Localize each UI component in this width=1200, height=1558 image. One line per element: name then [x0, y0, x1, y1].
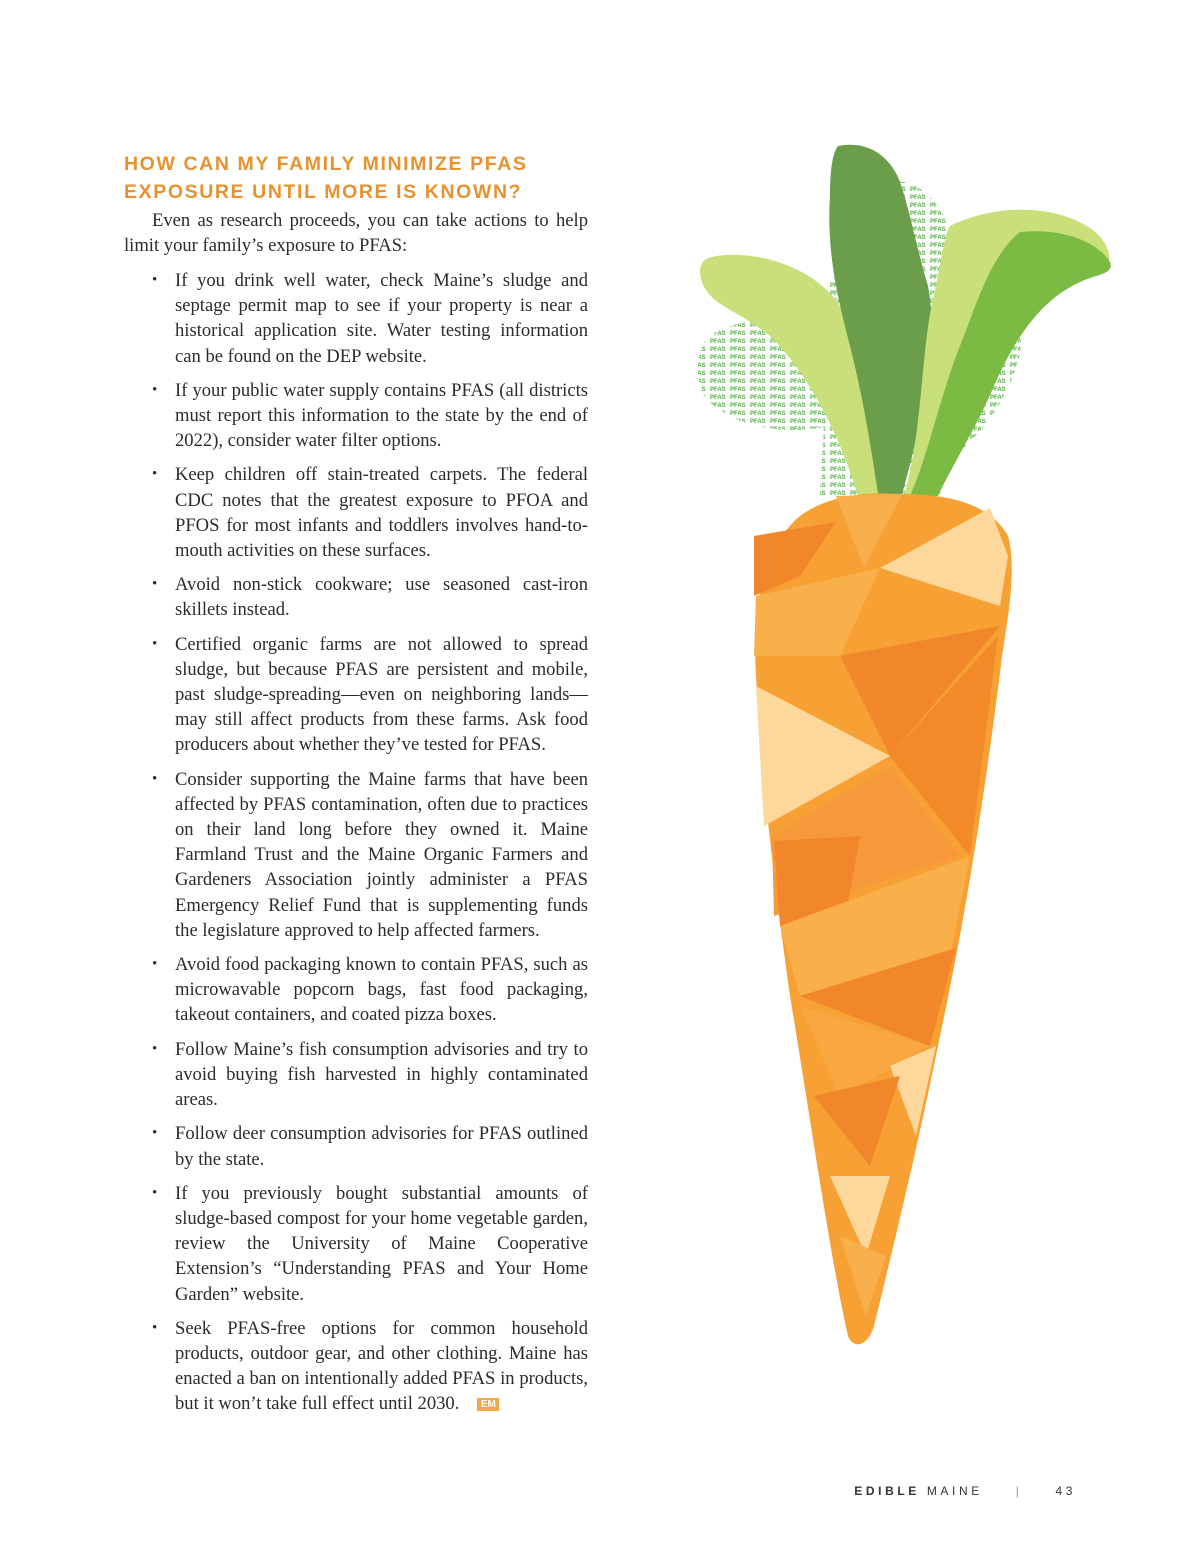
tip-text: If you previously bought substantial amounts of sludge-based compost for your home vegetable garden, review the University of Maine Cooperative Extension’s “Understanding PFAS and Your Home Garden” website. — [175, 1182, 588, 1305]
list-item — [124, 632, 588, 758]
list-item — [124, 1121, 588, 1171]
heading-line-2: EXPOSURE UNTIL MORE IS KNOWN? — [124, 181, 523, 203]
tip-text: Avoid food packaging known to contain PFAS, such as microwavable popcorn bags, fast food packaging, takeout containers, and coated pizza boxes. — [175, 954, 588, 1026]
tip-text: Follow Maine’s fish consumption advisories and try to avoid buying fish harvested in highly contaminated areas. — [175, 1038, 588, 1111]
intro-paragraph: Even as research proceeds, you can take actions to help limit your family’s exposure to PFAS: — [124, 210, 588, 256]
carrot-illustration — [690, 136, 1120, 1356]
tip-text: If your public water supply contains PFAS (all districts must report this information to the state by the end of 2022), consider water filter options. — [175, 379, 588, 452]
list-item — [124, 952, 588, 1028]
tip-text: Keep children off stain-treated carpets. The federal CDC notes that the greatest exposure to PFOA and PFOS for most infants and toddlers involves hand-to-mouth activities on these surfaces. — [175, 464, 588, 562]
tips-list — [124, 268, 588, 1417]
article — [124, 150, 588, 1426]
carrot-body — [754, 493, 1012, 1344]
tip-text: Follow deer consumption advisories for PFAS outlined by the state. — [175, 1123, 588, 1170]
footer-brand-bold: EDIBLE — [854, 1484, 920, 1498]
footer-separator: | — [1015, 1484, 1023, 1498]
list-item — [124, 1037, 588, 1113]
list-item — [124, 462, 588, 563]
list-item — [124, 767, 588, 943]
tip-text: Certified organic farms are not allowed to spread sludge, but because PFAS are persistent and mobile, past sludge-spreading—even on neighboring lands—may still affect products from these farms. Ask food producers about whether they’ve tested for PFAS. — [175, 633, 588, 756]
edible-maine-end-mark-icon: EM — [477, 1398, 499, 1411]
page-footer — [854, 1484, 1076, 1498]
heading-line-1: HOW CAN MY FAMILY MINIMIZE PFAS — [124, 153, 528, 175]
list-item — [124, 1181, 588, 1307]
tip-text: Avoid non-stick cookware; use seasoned cast-iron skillets instead. — [175, 574, 588, 621]
tip-text: Seek PFAS-free options for common household products, outdoor gear, and other clothing. Maine has enacted a ban on intentionally added PFAS in products, but it won’t take full effect until 2030. — [175, 1317, 588, 1415]
page-number: 43 — [1055, 1484, 1076, 1498]
list-item — [124, 1316, 588, 1417]
article-heading — [124, 150, 588, 206]
footer-brand-light: MAINE — [926, 1484, 983, 1498]
list-item — [124, 378, 588, 454]
tip-text: If you drink well water, check Maine’s sludge and septage permit map to see if your property is near a historical application site. Water testing information can be found on the DEP website. — [175, 270, 588, 367]
list-item — [124, 572, 588, 622]
tip-text: Consider supporting the Maine farms that have been affected by PFAS contamination, often due to practices on their land long before they owned it. Maine Farmland Trust and the Maine Organic Farmers and Gardeners Association jointly administer a PFAS Emergency Relief Fund that is supplementing funds the legislature approved to help affected farmers. — [175, 768, 588, 941]
list-item — [124, 268, 588, 369]
